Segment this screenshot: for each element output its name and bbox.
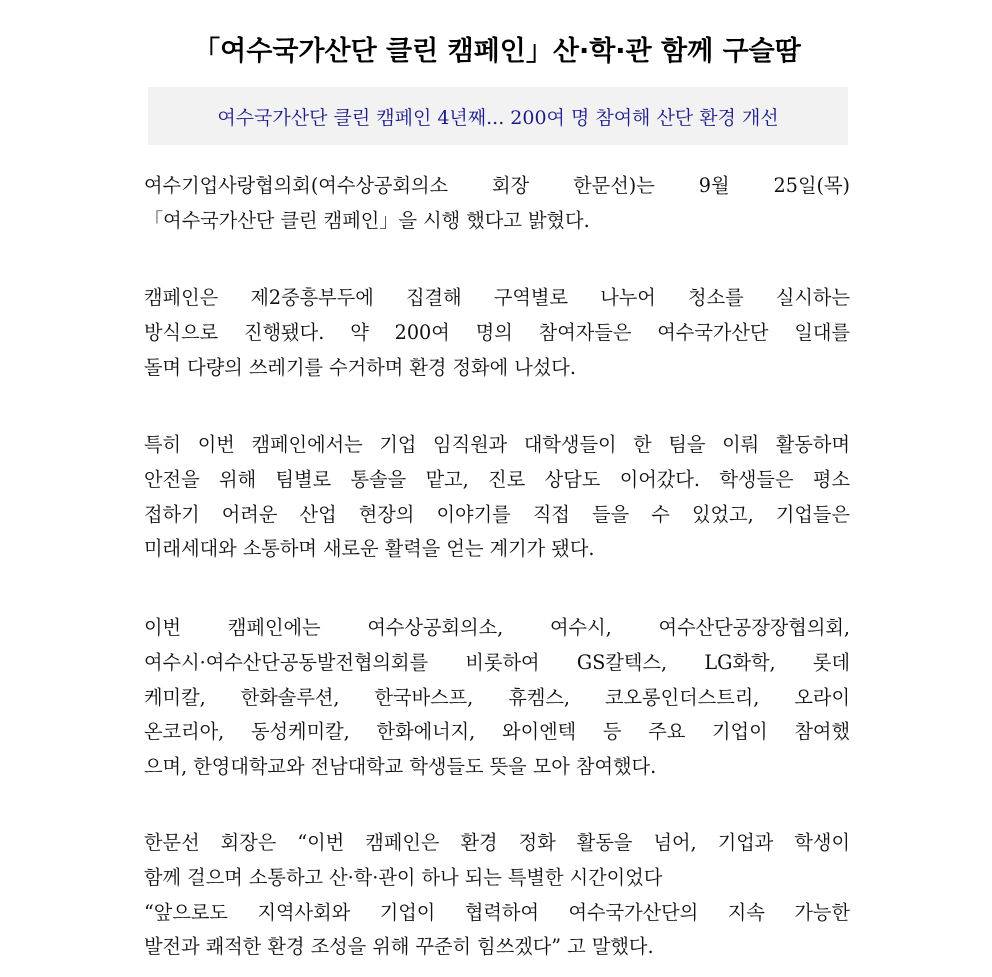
paragraph-line: 안전을 위해 팀별로 통솔을 맡고, 진로 상담도 이어갔다. 학생들은 평소: [144, 467, 850, 491]
paragraph-line: 캠페인은 제2중흥부두에 집결해 구역별로 나누어 청소를 실시하는: [144, 286, 850, 309]
paragraph-line: 온코리아, 동성케미칼, 한화에너지, 와이엔텍 등 주요 기업이 참여했: [144, 720, 850, 744]
paragraph-line: 「여수국가산단 클린 캠페인」을 시행 했다고 밝혔다.: [144, 208, 590, 232]
paragraph-line: 케미칼, 한화솔루션, 한국바스프, 휴켐스, 코오롱인더스트리, 오라이: [144, 685, 850, 709]
article-title: 「여수국가산단 클린 캠페인」산·학·관 함께 구슬땀: [193, 36, 801, 67]
paragraph-3: [144, 428, 850, 567]
paragraph-line: 여수시·여수산단공동발전협의회를 비롯하여 GS칼텍스, LG화학, 롯데: [144, 650, 850, 674]
paragraph-2: [144, 281, 850, 385]
paragraph-line: 미래세대와 소통하며 새로운 활력을 얻는 계기가 됐다.: [144, 537, 595, 561]
paragraph-line: 방식으로 진행됐다. 약 200여 명의 참여자들은 여수국가산단 일대를: [144, 320, 850, 344]
paragraph-5: [144, 826, 850, 965]
paragraph-line: 발전과 쾌적한 환경 조성을 위해 꾸준히 힘쓰겠다” 고 말했다.: [144, 935, 654, 959]
paragraph-line: “앞으로도 지역사회와 기업이 협력하여 여수국가산단의 지속 가능한: [144, 900, 850, 924]
paragraph-line: 한문선 회장은 “이번 캠페인은 환경 정화 활동을 넘어, 기업과 학생이: [144, 831, 850, 854]
paragraph-4: [144, 611, 850, 785]
article-subtitle: 여수국가산단 클린 캠페인 4년째... 200여 명 참여해 산단 환경 개선: [217, 106, 779, 129]
paragraph-line: 으며, 한영대학교와 전남대학교 학생들도 뜻을 모아 참여했다.: [144, 755, 657, 779]
paragraph-1: [144, 169, 850, 239]
paragraph-line: 접하기 어려운 산업 현장의 이야기를 직접 들을 수 있었고, 기업들은: [144, 502, 850, 526]
paragraph-line: 함께 걸으며 소통하고 산·학·관이 하나 되는 특별한 시간이었다: [144, 865, 663, 889]
subtitle-box: [148, 87, 848, 145]
paragraph-line: 여수기업사랑협의회(여수상공회의소 회장 한문선)는 9월 25일(목): [144, 174, 850, 197]
paragraph-line: 특히 이번 캠페인에서는 기업 임직원과 대학생들이 한 팀을 이뤄 활동하며: [144, 433, 850, 456]
paragraph-line: 돌며 다량의 쓰레기를 수거하며 환경 정화에 나섰다.: [144, 355, 576, 379]
paragraph-line: 이번 캠페인에는 여수상공회의소, 여수시, 여수산단공장장협의회,: [144, 616, 850, 639]
